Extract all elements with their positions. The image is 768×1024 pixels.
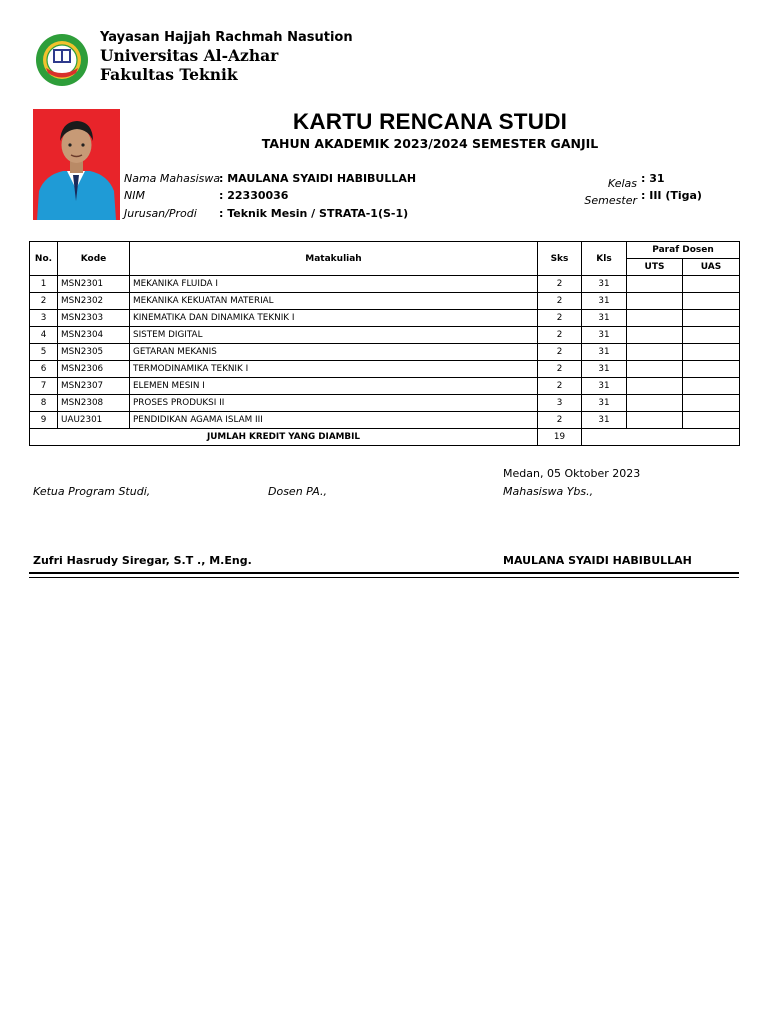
row-matakuliah: MEKANIKA KEKUATAN MATERIAL xyxy=(130,293,538,310)
row-sks: 2 xyxy=(538,276,582,293)
row-matakuliah: TERMODINAMIKA TEKNIK I xyxy=(130,361,538,378)
footer-rule-thin xyxy=(29,577,739,578)
row-uas-signature xyxy=(683,276,740,293)
nim-label: NIM xyxy=(124,189,145,202)
row-matakuliah: ELEMEN MESIN I xyxy=(130,378,538,395)
student-photo xyxy=(33,109,120,220)
row-uts-signature xyxy=(627,310,683,327)
row-uas-signature xyxy=(683,310,740,327)
table-row xyxy=(30,310,740,327)
row-sks: 2 xyxy=(538,412,582,429)
table-row xyxy=(30,395,740,412)
row-uts-signature xyxy=(627,344,683,361)
footer-rule-thick xyxy=(29,572,739,574)
row-kode: MSN2303 xyxy=(58,310,130,327)
table-row xyxy=(30,378,740,395)
row-no: 9 xyxy=(30,412,58,429)
table-row xyxy=(30,276,740,293)
row-kode: MSN2304 xyxy=(58,327,130,344)
pa-role: Dosen PA., xyxy=(268,485,327,498)
row-uas-signature xyxy=(683,412,740,429)
university-seal-icon xyxy=(34,32,90,88)
row-kls: 31 xyxy=(582,310,627,327)
row-matakuliah: PENDIDIKAN AGAMA ISLAM III xyxy=(130,412,538,429)
row-no: 6 xyxy=(30,361,58,378)
header-sks: Sks xyxy=(538,242,582,276)
table-row xyxy=(30,344,740,361)
table-row xyxy=(30,361,740,378)
row-kode: UAU2301 xyxy=(58,412,130,429)
row-uas-signature xyxy=(683,327,740,344)
name-label: Nama Mahasiswa xyxy=(124,172,221,185)
row-kls: 31 xyxy=(582,327,627,344)
row-no: 7 xyxy=(30,378,58,395)
row-uts-signature xyxy=(627,361,683,378)
row-sks: 2 xyxy=(538,344,582,361)
row-kode: MSN2306 xyxy=(58,361,130,378)
nim-value: : 22330036 xyxy=(219,189,289,202)
row-kls: 31 xyxy=(582,361,627,378)
row-sks: 2 xyxy=(538,378,582,395)
row-kode: MSN2301 xyxy=(58,276,130,293)
row-kls: 31 xyxy=(582,378,627,395)
row-no: 2 xyxy=(30,293,58,310)
row-matakuliah: KINEMATIKA DAN DINAMIKA TEKNIK I xyxy=(130,310,538,327)
header-kls: Kls xyxy=(582,242,627,276)
major-label: Jurusan/Prodi xyxy=(124,207,197,220)
major-value: : Teknik Mesin / STRATA-1(S-1) xyxy=(219,207,409,220)
row-no: 8 xyxy=(30,395,58,412)
header-uas: UAS xyxy=(683,259,740,276)
row-uts-signature xyxy=(627,395,683,412)
row-sks: 2 xyxy=(538,327,582,344)
row-kls: 31 xyxy=(582,276,627,293)
total-row xyxy=(30,429,740,446)
kaprodi-name: Zufri Hasrudy Siregar, S.T ., M.Eng. xyxy=(33,554,252,567)
header-matakuliah: Matakuliah xyxy=(130,242,538,276)
total-sks: 19 xyxy=(538,429,582,446)
row-uas-signature xyxy=(683,344,740,361)
name-value: : MAULANA SYAIDI HABIBULLAH xyxy=(219,172,417,185)
row-uas-signature xyxy=(683,293,740,310)
course-table xyxy=(29,241,740,446)
university-name: Universitas Al-Azhar xyxy=(100,46,279,65)
class-value: : 31 xyxy=(641,172,665,185)
document-subtitle: TAHUN AKADEMIK 2023/2024 SEMESTER GANJIL xyxy=(261,136,599,151)
row-sks: 3 xyxy=(538,395,582,412)
row-sks: 2 xyxy=(538,293,582,310)
row-kls: 31 xyxy=(582,395,627,412)
row-kode: MSN2308 xyxy=(58,395,130,412)
semester-label-box xyxy=(560,189,637,208)
kaprodi-role: Ketua Program Studi, xyxy=(33,485,151,498)
row-kls: 31 xyxy=(582,412,627,429)
table-row xyxy=(30,412,740,429)
row-uas-signature xyxy=(683,378,740,395)
class-label: Kelas xyxy=(607,177,637,190)
row-no: 1 xyxy=(30,276,58,293)
row-kode: MSN2307 xyxy=(58,378,130,395)
row-matakuliah: MEKANIKA FLUIDA I xyxy=(130,276,538,293)
table-row xyxy=(30,293,740,310)
header-kode: Kode xyxy=(58,242,130,276)
header-paraf-dosen: Paraf Dosen xyxy=(627,242,740,259)
row-kode: MSN2302 xyxy=(58,293,130,310)
row-sks: 2 xyxy=(538,361,582,378)
row-sks: 2 xyxy=(538,310,582,327)
row-no: 5 xyxy=(30,344,58,361)
semester-label: Semester xyxy=(584,194,637,207)
row-uts-signature xyxy=(627,276,683,293)
row-no: 3 xyxy=(30,310,58,327)
row-matakuliah: PROSES PRODUKSI II xyxy=(130,395,538,412)
student-role: Mahasiswa Ybs., xyxy=(503,485,594,498)
row-uas-signature xyxy=(683,395,740,412)
table-row xyxy=(30,327,740,344)
total-empty xyxy=(582,429,740,446)
student-signature-name: MAULANA SYAIDI HABIBULLAH xyxy=(503,554,692,567)
document-title: KARTU RENCANA STUDI xyxy=(292,109,568,134)
header-no: No. xyxy=(30,242,58,276)
header-uts: UTS xyxy=(627,259,683,276)
semester-value: : III (Tiga) xyxy=(641,189,702,202)
row-uts-signature xyxy=(627,293,683,310)
row-uts-signature xyxy=(627,412,683,429)
row-no: 4 xyxy=(30,327,58,344)
row-kls: 31 xyxy=(582,344,627,361)
row-kode: MSN2305 xyxy=(58,344,130,361)
row-uts-signature xyxy=(627,327,683,344)
faculty-name: Fakultas Teknik xyxy=(100,65,238,84)
place-date: Medan, 05 Oktober 2023 xyxy=(503,467,641,480)
row-kls: 31 xyxy=(582,293,627,310)
row-matakuliah: GETARAN MEKANIS xyxy=(130,344,538,361)
row-uas-signature xyxy=(683,361,740,378)
row-uts-signature xyxy=(627,378,683,395)
total-label: JUMLAH KREDIT YANG DIAMBIL xyxy=(30,429,538,446)
row-matakuliah: SISTEM DIGITAL xyxy=(130,327,538,344)
foundation-name: Yayasan Hajjah Rachmah Nasution xyxy=(100,30,353,45)
